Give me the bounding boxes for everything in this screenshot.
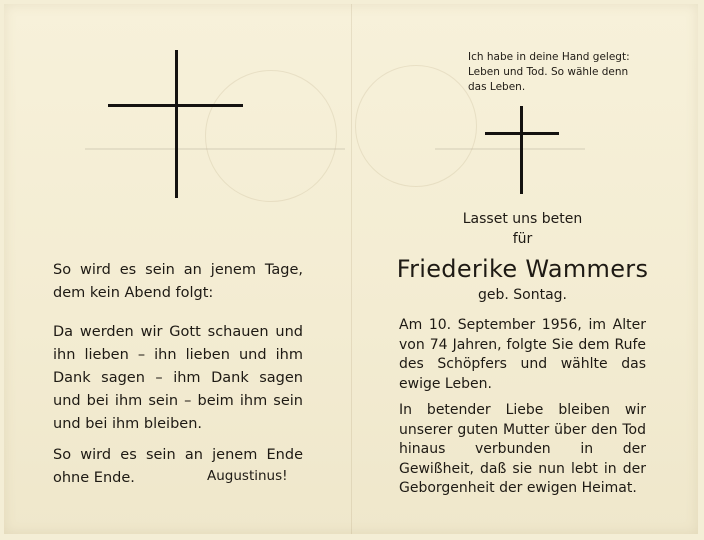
- embossed-circle-right: [355, 65, 477, 187]
- left-text-block: [53, 259, 303, 490]
- quote-author: Augustinus!: [207, 468, 288, 484]
- embossed-line-right: [435, 148, 585, 150]
- pray-line-1: Lasset uns beten: [462, 211, 583, 227]
- deceased-name: Friederike Wammers: [396, 255, 649, 283]
- card-fold: [351, 4, 352, 534]
- main-verse: Da werden wir Gott schauen und ihn lieben – ihn lieben und ihm Dank sagen – ihm Dank sagen und bei ihm sein – beim ihm sein und bei ihm bleiben.: [53, 324, 303, 432]
- closing-verse: So wird es sein an jenem Ende ohne Ende.: [53, 447, 303, 486]
- remembrance-text: In betender Liebe bleiben wir unserer guten Mutter über den Tod hinaus verbunden in der Gewißheit, daß sie nun lebt in der Geborgenheit der ewigen Heimat.: [399, 402, 646, 496]
- intro-verse: So wird es sein an jenem Tage, dem kein Abend folgt:: [53, 262, 303, 301]
- death-notice: Am 10. September 1956, im Alter von 74 Jahren, folgte Sie dem Rufe des Schöpfers und wählte das ewige Leben.: [399, 317, 646, 392]
- pray-line-2: für: [512, 231, 533, 247]
- birth-name: geb. Sontag.: [477, 287, 568, 303]
- bible-quote: Ich habe in deine Hand gelegt: Leben und Tod. So wähle denn das Leben.: [468, 51, 630, 93]
- embossed-line-left: [85, 148, 345, 150]
- right-text-block: [399, 316, 646, 499]
- embossed-circle-left: [205, 70, 337, 202]
